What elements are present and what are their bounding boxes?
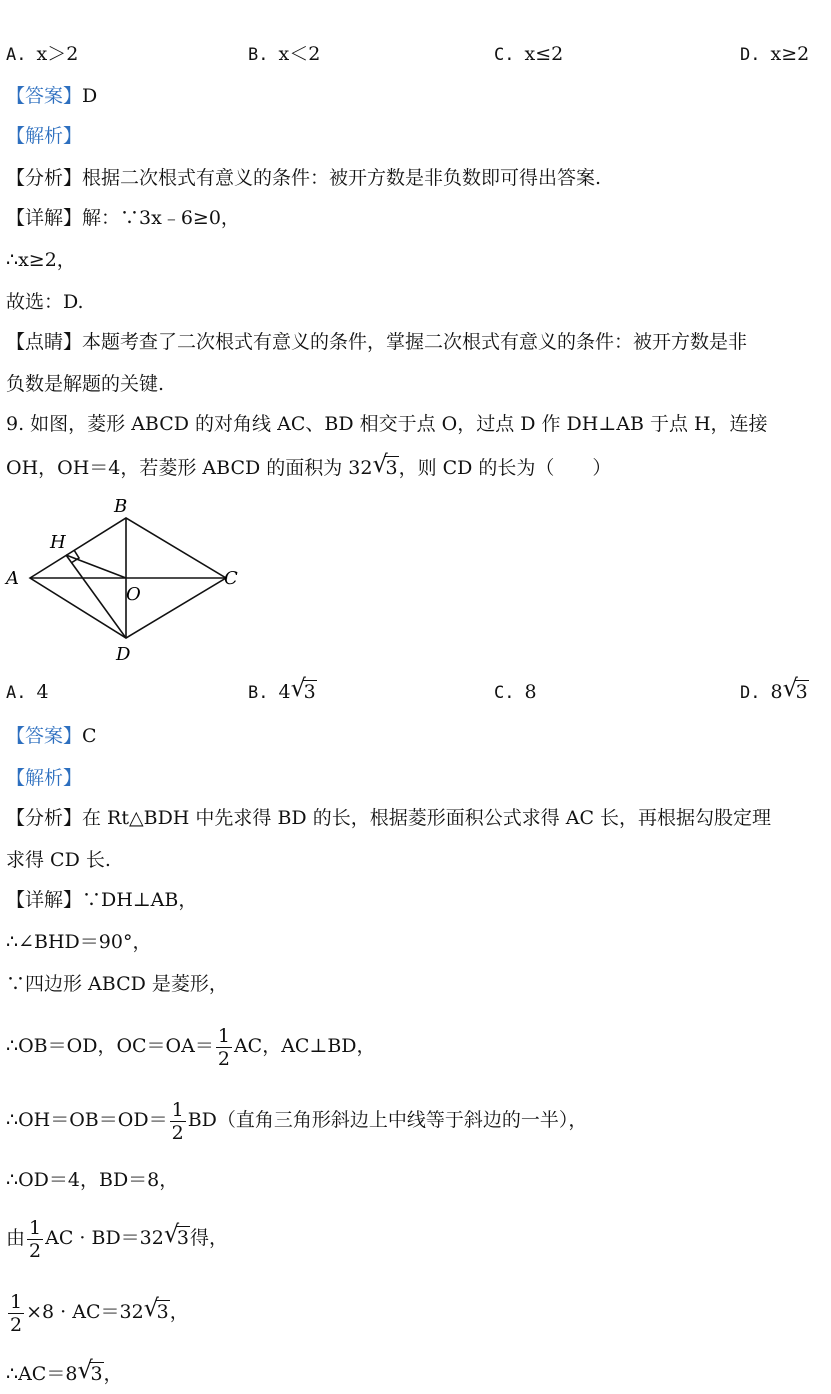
q8-option-b: B. x＜2 [248, 43, 321, 65]
fraction-half: $\frac{1}{2}$ [10, 1290, 23, 1336]
q9-detail-7: 由 $\frac{1}{2}$ AC · BD＝32√ 3得， [6, 1208, 228, 1268]
sqrt-symbol: √ 3 [77, 1362, 103, 1386]
rhombus-figure [0, 490, 260, 670]
q8-detail-2: ∴x≥2， [6, 249, 76, 271]
q8-option-a: A. x＞2 [6, 43, 79, 65]
q9-detail-1: 【详解】∵DH⊥AB， [6, 889, 198, 911]
q8-answer: 【答案】D [6, 85, 98, 107]
sqrt-symbol: √ 3 [144, 1282, 170, 1342]
q9-option-c: C. 8 [494, 681, 537, 703]
q9-option-d: D. 8√ 3 [740, 680, 809, 705]
sqrt-symbol: √ 3 [291, 680, 317, 704]
label-b: B [114, 496, 128, 517]
q9-detail-6: ∴OD＝4，BD＝8， [6, 1169, 179, 1191]
q8-comment-2: 负数是解题的关键. [6, 373, 165, 395]
q8-analysis-heading: 【解析】 [6, 125, 83, 147]
q8-fenxi: 【分析】根据二次根式有意义的条件：被开方数是非负数即可得出答案. [6, 167, 602, 189]
q9-stem-line-1: 9. 如图，菱形 ABCD 的对角线 AC、BD 相交于点 O，过点 D 作 DH⊥AB 于点 H，连接 [6, 413, 768, 435]
label-o: O [126, 584, 141, 605]
q9-analysis-heading: 【解析】 [6, 767, 83, 789]
q9-detail-5: ∴OH＝OB＝OD＝ $\frac{1}{2}$ BD（直角三角形斜边上中线等于斜边的一半）， [6, 1098, 588, 1144]
label-c: C [224, 568, 238, 589]
sqrt-symbol: √ 3 [783, 680, 809, 704]
q8-option-c: C. x≤2 [494, 43, 564, 65]
fraction-half: $\frac{1}{2}$ [217, 1024, 230, 1070]
label-d: D [116, 644, 131, 665]
sqrt-symbol: √ 3 [164, 1208, 190, 1268]
label-a: A [6, 568, 19, 589]
sqrt-symbol: √ 3 [372, 456, 398, 480]
q9-detail-8: $\frac{1}{2}$ ×8 · AC＝32√ 3， [6, 1282, 189, 1342]
q9-fenxi-1: 【分析】在 Rt△BDH 中先求得 BD 的长，根据菱形面积公式求得 AC 长，再根据勾股定理 [6, 807, 772, 829]
q9-fenxi-2: 求得 CD 长. [6, 849, 111, 871]
q9-option-a: A. 4 [6, 681, 49, 703]
label-h: H [50, 532, 66, 553]
fraction-half: $\frac{1}{2}$ [29, 1216, 42, 1262]
q9-detail-3: ∵四边形 ABCD 是菱形， [6, 973, 228, 995]
q9-detail-4: ∴OB＝OD，OC＝OA＝ $\frac{1}{2}$ AC，AC⊥BD， [6, 1024, 376, 1070]
q9-option-b: B. 4√ 3 [248, 680, 317, 705]
q8-option-d: D. x≥2 [740, 43, 810, 65]
q8-comment-1: 【点睛】本题考查了二次根式有意义的条件，掌握二次根式有意义的条件：被开方数是非 [6, 331, 748, 353]
q8-detail-3: 故选：D. [6, 291, 84, 313]
q9-answer: 【答案】C [6, 725, 97, 747]
q9-stem-line-2: OH，OH＝4，若菱形 ABCD 的面积为 32√ 3，则 CD 的长为（ ） [6, 456, 611, 480]
segment-dh [66, 555, 126, 638]
q9-detail-9: ∴AC＝8√ 3， [6, 1362, 123, 1386]
q8-detail-1: 【详解】解：∵3x﹣6≥0， [6, 207, 240, 229]
q9-detail-2: ∴∠BHD＝90°， [6, 931, 152, 953]
fraction-half: $\frac{1}{2}$ [171, 1098, 184, 1144]
